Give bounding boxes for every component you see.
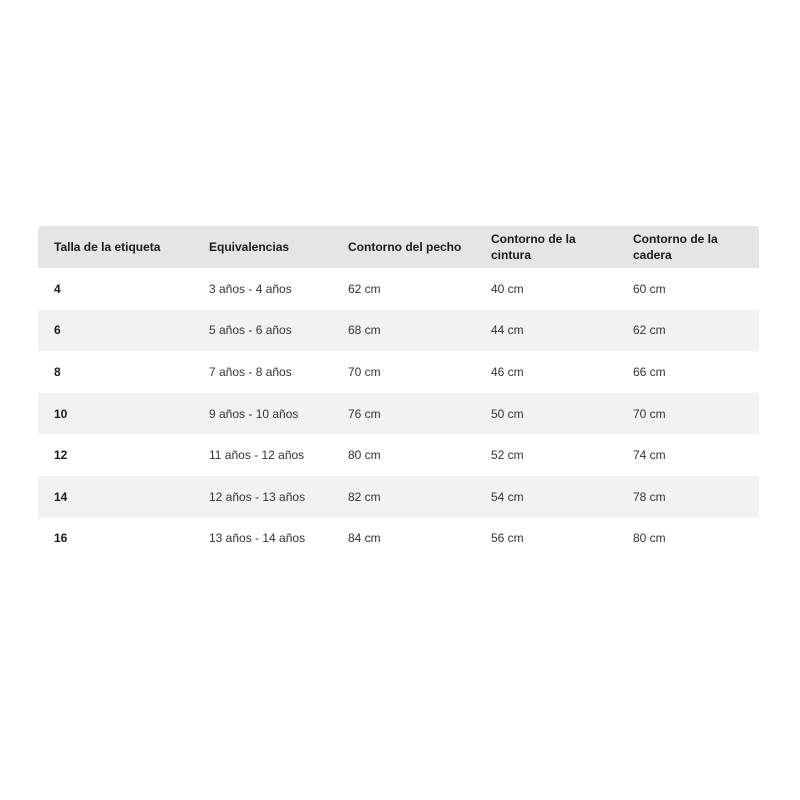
cell-cadera: 66 cm [633,364,666,379]
cell-talla: 16 [54,531,68,546]
cell-cintura: 46 cm [491,364,524,379]
cell-equivalencias: 12 años - 13 años [193,476,332,518]
cell-pecho: 80 cm [348,448,381,463]
cell-equivalencias: 7 años - 8 años [209,364,292,379]
table-row [38,393,759,435]
cell-pecho: 68 cm [332,310,475,352]
cell-cintura: 44 cm [475,310,617,352]
table-row [38,268,759,310]
table-row [38,518,759,560]
cell-cadera: 74 cm [633,448,666,463]
cell-cintura: 56 cm [491,531,524,546]
cell-equivalencias: 11 años - 12 años [209,448,305,463]
cell-talla: 8 [54,364,61,379]
cell-pecho: 62 cm [348,281,381,296]
cell-talla: 4 [54,281,61,296]
cell-cadera: 70 cm [617,393,759,435]
header-equivalencias: Equivalencias [193,226,332,268]
header-talla: Talla de la etiqueta [38,226,193,268]
table-row [38,310,759,352]
cell-talla: 6 [38,310,193,352]
cell-talla: 12 [54,448,68,463]
size-table [38,226,759,559]
cell-cadera: 80 cm [633,531,666,546]
cell-cintura: 40 cm [491,281,524,296]
cell-pecho: 84 cm [348,531,381,546]
cell-equivalencias: 3 años - 4 años [209,281,292,296]
cell-cadera: 78 cm [617,476,759,518]
cell-cintura: 52 cm [491,448,524,463]
size-chart [38,226,759,559]
cell-pecho: 70 cm [348,364,381,379]
header-contorno-pecho: Contorno del pecho [332,226,475,268]
cell-cadera: 62 cm [617,310,759,352]
header-contorno-cadera: Contorno de la cadera [617,226,759,268]
cell-pecho: 76 cm [332,393,475,435]
table-row [38,351,759,393]
cell-cintura: 50 cm [475,393,617,435]
cell-equivalencias: 5 años - 6 años [193,310,332,352]
table-header-row [38,226,759,268]
table-row [38,476,759,518]
cell-cintura: 54 cm [475,476,617,518]
table-row [38,434,759,476]
header-contorno-cintura: Contorno de la cintura [475,226,617,268]
cell-talla: 10 [38,393,193,435]
cell-pecho: 82 cm [332,476,475,518]
cell-equivalencias: 9 años - 10 años [193,393,332,435]
cell-equivalencias: 13 años - 14 años [209,531,306,546]
cell-talla: 14 [38,476,193,518]
cell-cadera: 60 cm [633,281,666,296]
